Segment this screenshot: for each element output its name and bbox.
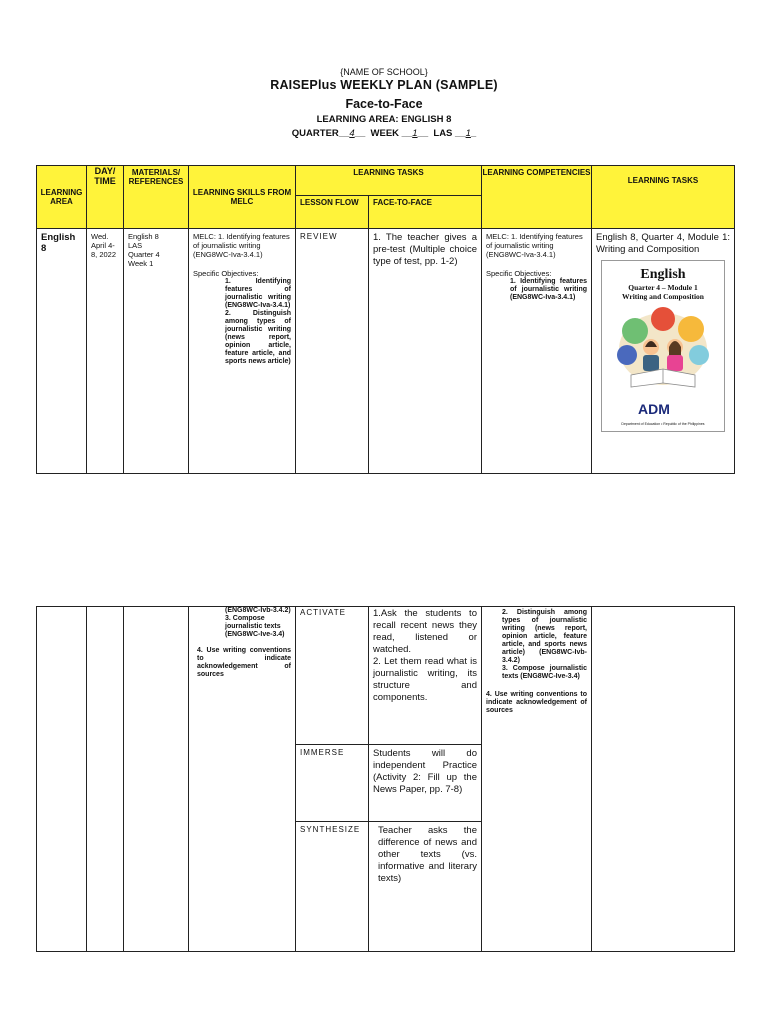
melc-text: MELC: 1. Identifying features of journalistic writing (ENG8WC-Iva-3.4.1): [193, 232, 290, 259]
objective-2: 2. Distinguish among types of journalistic writing (news report, opinion article, feature article, and sports news article): [225, 310, 291, 365]
objective-4: 4. Use writing conventions to indicate acknowledgement of sources: [197, 647, 291, 678]
material-item: Quarter 4: [128, 250, 160, 259]
cover-subtitle: Writing and Composition: [622, 292, 704, 301]
objective-3: 3. Compose journalistic texts (ENG8WC-Ive-3.4): [225, 615, 285, 638]
cell-day-cont: [87, 607, 124, 952]
flow-immerse: IMMERSE: [296, 745, 369, 822]
cover-title: English: [640, 267, 686, 282]
cover-department-line: Department of Education • Republic of the Philippines: [621, 422, 705, 426]
quarter-value: 4: [349, 128, 355, 139]
cell-competencies-cont: [482, 607, 592, 952]
cell-tasks-cont: [592, 607, 735, 952]
cell-skills: [189, 229, 296, 474]
quarter-label: QUARTER: [291, 128, 339, 139]
col-learning-tasks: LEARNING TASKS: [296, 166, 482, 196]
material-item: English 8: [128, 232, 159, 241]
competency-melc: MELC: 1. Identifying features of journalistic writing (ENG8WC-Iva-3.4.1): [486, 232, 583, 259]
material-item: LAS: [128, 241, 143, 250]
competency-objective-3: 3. Compose journalistic texts (ENG8WC-Ive-3.4): [502, 665, 587, 680]
weekly-plan-table-2: [36, 606, 735, 952]
las-value: 1: [465, 128, 471, 139]
week-value: 1: [412, 128, 418, 139]
specific-objectives-label: Specific Objectives:: [193, 269, 259, 278]
cell-materials: [124, 229, 189, 474]
col-learning-area: LEARNING AREA: [37, 166, 87, 229]
adm-logo: ADM: [638, 401, 670, 417]
cell-learning-tasks: [592, 229, 735, 474]
col-skills: LEARNING SKILLS FROM MELC: [189, 166, 296, 229]
objective-1: 1. Identifying features of journalistic writing (ENG8WC-Iva-3.4.1): [225, 278, 291, 309]
col-materials: MATERIALS/ REFERENCES: [124, 166, 189, 229]
weekly-plan-table-1: [36, 165, 735, 474]
quarter-week-las-line: QUARTER__4__ WEEK __1__ LAS __1_: [291, 128, 477, 139]
module-reference: English 8, Quarter 4, Module 1: Writing and Composition: [596, 232, 730, 255]
module-cover-image: [601, 260, 725, 432]
col-competencies: LEARNING COMPETENCIES: [482, 166, 592, 229]
material-item: Week 1: [128, 259, 154, 268]
competency-objective-4: 4. Use writing conventions to indicate acknowledgement of sources: [486, 691, 587, 714]
synthesize-text: Teacher asks the difference of news and other texts (vs. informative and literary texts): [369, 822, 482, 952]
col-day-time: DAY/ TIME: [87, 166, 124, 229]
col-learning-tasks-2: LEARNING TASKS: [592, 166, 735, 229]
col-face-to-face: FACE-TO-FACE: [369, 196, 482, 229]
school-name: {NAME OF SCHOOL}: [340, 67, 428, 77]
plan-title: RAISEPlus WEEKLY PLAN (SAMPLE): [270, 78, 498, 92]
cover-illustration-icon: [607, 303, 719, 395]
learning-area-heading: LEARNING AREA: ENGLISH 8: [316, 114, 452, 125]
cell-face-to-face: 1. The teacher gives a pre-test (Multiple choice type of test, pp. 1-2): [369, 229, 482, 474]
cell-competencies: [482, 229, 592, 474]
cell-area-cont: [37, 607, 87, 952]
activate-step-1: 1.Ask the students to recall recent news they read, listened or watched.: [373, 608, 477, 655]
week-label: WEEK: [370, 128, 400, 139]
cell-day: Wed. April 4-8, 2022: [87, 229, 124, 474]
competency-objective-1: 1. Identifying features of journalistic writing (ENG8WC-Iva-3.4.1): [510, 278, 587, 301]
las-label: LAS: [433, 128, 453, 139]
cell-skills-cont: [189, 607, 296, 952]
immerse-text: Students will do independent Practice (Activity 2: Fill up the News Paper, pp. 7-8): [369, 745, 482, 822]
activate-step-2: 2. Let them read what is journalistic writing, its structure and components.: [373, 656, 477, 703]
skills-code-cont: (ENG8WC-Ivb-3.4.2): [225, 607, 291, 614]
plan-mode: Face-to-Face: [345, 97, 423, 111]
cell-learning-area: English 8: [37, 229, 87, 474]
flow-activate: ACTIVATE: [296, 607, 369, 745]
cover-quarter: Quarter 4 – Module 1: [628, 283, 698, 292]
cell-materials-cont: [124, 607, 189, 952]
flow-synthesize: SYNTHESIZE: [296, 822, 369, 952]
col-lesson-flow: LESSON FLOW: [296, 196, 369, 229]
cell-lesson-flow: REVIEW: [296, 229, 369, 474]
activate-text: [369, 607, 482, 745]
competency-objective-2: 2. Distinguish among types of journalistic writing (news report, opinion article, feature article, and sports news article) (ENG8WC-Ivb-3.4.2): [502, 609, 587, 664]
competency-spec-label: Specific Objectives:: [486, 269, 552, 278]
